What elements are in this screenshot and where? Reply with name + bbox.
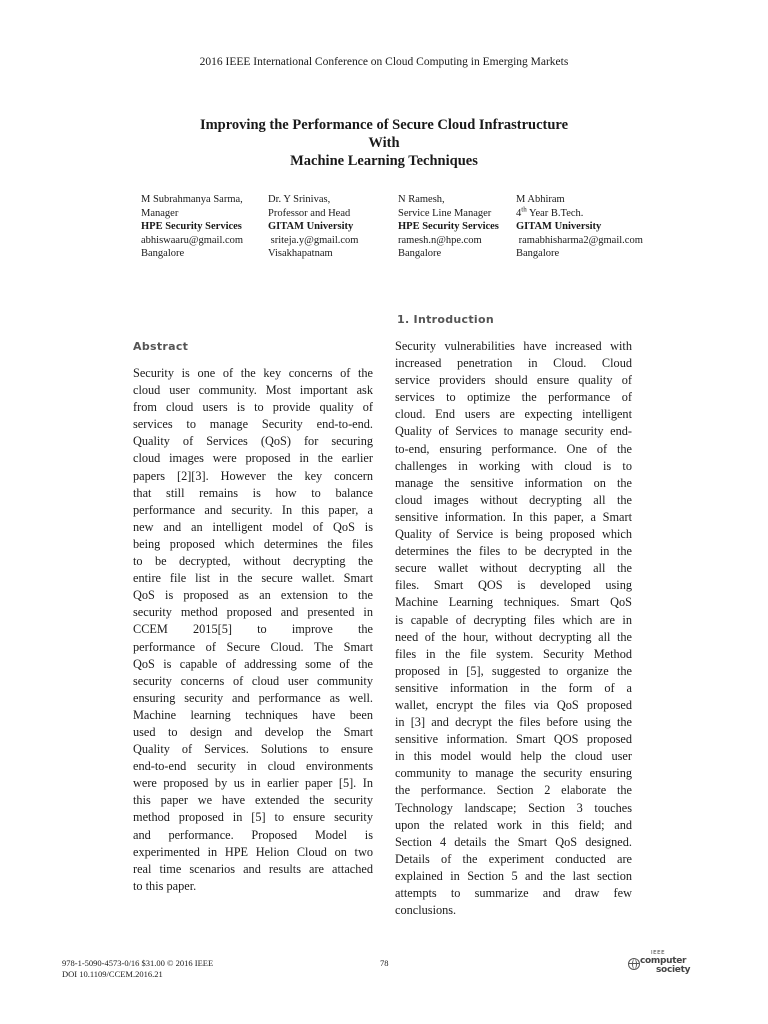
text-line: upon the related work in this field; and	[395, 817, 632, 832]
text-line: community to manage the security ensuring	[395, 766, 632, 781]
text-line: Security vulnerabilities have increased with	[395, 339, 632, 353]
text-line: determines the files to be decrypted in the	[395, 544, 632, 559]
paper-title	[0, 116, 768, 170]
text-line: Quality of Services to manage security end-	[395, 424, 632, 439]
text-line: to-end, ensuring performance. One of the	[395, 441, 632, 456]
text-line: manage the sensitive information on the	[395, 475, 632, 490]
text-line: Quality of Services. Solutions to ensure	[133, 742, 373, 757]
text-line: proposed in [5], suggested to organize the	[395, 663, 632, 678]
text-line: were proposed by us in earlier paper [5]. In	[133, 776, 373, 791]
conference-header: 2016 IEEE International Conference on Cloud Computing in Emerging Markets	[199, 56, 569, 68]
author-role: Manager	[141, 207, 179, 219]
text-line: this paper we have extended the security	[133, 793, 373, 808]
author-email: ramesh.n@hpe.com	[398, 234, 482, 246]
introduction-body	[395, 338, 632, 919]
text-line: used to design and develop the Smart	[133, 724, 373, 739]
text-line: services to manage Security end-to-end.	[133, 417, 373, 432]
logo-ieee-text: IEEE	[651, 950, 666, 956]
text-line: files. Smart QOS is developed using	[395, 578, 632, 593]
text-line: sensitive information. Smart QOS proposed	[395, 732, 632, 747]
text-line: Machine Learning techniques. Smart QoS	[395, 595, 632, 610]
text-line: security concerns of cloud user community	[133, 673, 373, 688]
text-line: from cloud users is to provide quality of	[133, 400, 373, 415]
footer-left	[62, 958, 213, 980]
text-line: experimented in HPE Helion Cloud on two	[133, 844, 373, 859]
title-line-2: With	[368, 135, 400, 151]
author-org: GITAM University	[268, 221, 354, 232]
author-city: Bangalore	[398, 248, 442, 259]
text-line: ensuring security and performance as well.	[133, 690, 373, 705]
author-4	[516, 193, 643, 261]
text-line: papers [2][3]. However the key concern	[133, 468, 373, 483]
author-email: ramabhisharma2@gmail.com	[516, 234, 643, 246]
author-role-sup: th	[521, 205, 527, 213]
author-role-prefix: 4	[516, 207, 522, 219]
author-city: Bangalore	[516, 248, 560, 259]
text-line: QoS is proposed as an extension to the	[133, 588, 373, 603]
text-line: Quality of Services (QoS) for securing	[133, 434, 373, 449]
text-line: need of the hour, without decrypting all the	[395, 629, 632, 644]
abstract-body	[133, 365, 373, 895]
text-line: cloud user community. Most important ask	[133, 383, 373, 398]
text-line: QoS is capable of addressing some of the	[133, 656, 373, 671]
text-line: explained in Section 5 and the last section	[395, 868, 632, 883]
text-line: service providers should ensure quality of	[395, 373, 632, 388]
author-role	[516, 207, 643, 221]
text-line: challenges in working with cloud is to	[395, 458, 632, 473]
text-line: conclusions.	[395, 903, 457, 918]
footer-isbn: 978-1-5090-4573-0/16 $31.00 © 2016 IEEE	[62, 958, 214, 968]
text-line: sensitive information. In this paper, a Smart	[395, 509, 632, 524]
text-line: services to optimize the performance of	[395, 390, 632, 405]
text-line: that still remains is how to balance	[133, 485, 373, 500]
author-1	[141, 193, 243, 261]
text-line: end-to-end security in cloud environments	[133, 759, 373, 774]
author-city: Bangalore	[141, 248, 185, 259]
author-3	[398, 193, 499, 261]
author-name: Dr. Y Srinivas,	[268, 194, 331, 205]
text-line: performance and security. In this paper, a	[133, 502, 373, 517]
text-line: Machine learning techniques have been	[133, 707, 373, 722]
author-role-suffix: Year B.Tech.	[526, 207, 584, 219]
text-line: increased penetration in Cloud. Cloud	[395, 356, 632, 371]
text-line: cloud images were proposed in the earlier	[133, 451, 373, 466]
text-line: in this model would help the cloud user	[395, 749, 632, 764]
text-line: is capable of decrypting files which are in	[395, 612, 632, 627]
text-line: being proposed which determines the files	[133, 536, 373, 551]
author-role: Service Line Manager	[398, 207, 492, 219]
introduction-heading: 1. Introduction	[397, 313, 494, 326]
author-name: M Subrahmanya Sarma,	[141, 194, 243, 205]
author-2	[268, 193, 358, 261]
globe-icon	[628, 958, 640, 970]
text-line: new and an intelligent model of QoS is	[133, 519, 373, 534]
author-email: sriteja.y@gmail.com	[268, 234, 359, 246]
text-line: Security is one of the key concerns of the	[133, 366, 373, 380]
text-line: Details of the experiment conducted are	[395, 851, 632, 866]
footer-doi: DOI 10.1109/CCEM.2016.21	[62, 969, 163, 979]
text-line: the performance. Section 2 elaborate the	[395, 783, 632, 798]
text-line: wallet, encrypt the files via QoS proposed	[395, 697, 632, 712]
text-line: Technology landscape; Section 3 touches	[395, 800, 632, 815]
ieee-computer-society-logo	[626, 950, 696, 980]
author-org: HPE Security Services	[398, 221, 499, 232]
text-line: real time scenarios and results are attached	[133, 861, 373, 876]
text-line: CCEM 2015[5] to improve the	[133, 622, 373, 637]
author-name: M Abhiram	[516, 194, 565, 205]
text-line: to be decrypted, without decrypting the	[133, 554, 373, 569]
text-line: entire file list in the secure wallet. Smart	[133, 571, 373, 586]
title-line-3: Machine Learning Techniques	[290, 153, 478, 169]
title-line-1: Improving the Performance of Secure Cloud Infrastructure	[199, 117, 569, 133]
text-line: attempts to summarize and draw few	[395, 886, 632, 900]
text-line: security method proposed and presented in	[133, 605, 373, 620]
author-email: abhiswaaru@gmail.com	[141, 234, 244, 246]
text-line: performance of Secure Cloud. The Smart	[133, 639, 373, 654]
text-line: secure wallet without decrypting all the	[395, 561, 632, 576]
author-role: Professor and Head	[268, 207, 351, 219]
author-name: N Ramesh,	[398, 194, 445, 205]
logo-line-1: computer	[640, 956, 687, 966]
text-line: cloud images without decrypting all the	[395, 492, 632, 507]
text-line: in [3] and decrypt the files before using the	[395, 715, 632, 730]
logo-line-2: society	[656, 965, 691, 975]
text-line: cloud. End users are expecting intelligent	[395, 407, 632, 422]
text-line: and performance. Proposed Model is	[133, 827, 373, 842]
text-line: files in the file system. Security Method	[395, 646, 632, 661]
abstract-heading: Abstract	[133, 340, 189, 353]
author-org: HPE Security Services	[141, 221, 242, 232]
text-line: to this paper.	[133, 878, 197, 893]
text-line: method proposed in [5] to ensure security	[133, 810, 373, 825]
author-org: GITAM University	[516, 221, 602, 232]
text-line: Quality of Service is being proposed which	[395, 527, 632, 542]
author-city: Visakhapatnam	[268, 248, 333, 259]
text-line: sensitive information in the form of a	[395, 680, 632, 695]
page-number: 78	[380, 958, 389, 968]
text-line: Section 4 details the Smart QoS designed.	[395, 834, 632, 849]
